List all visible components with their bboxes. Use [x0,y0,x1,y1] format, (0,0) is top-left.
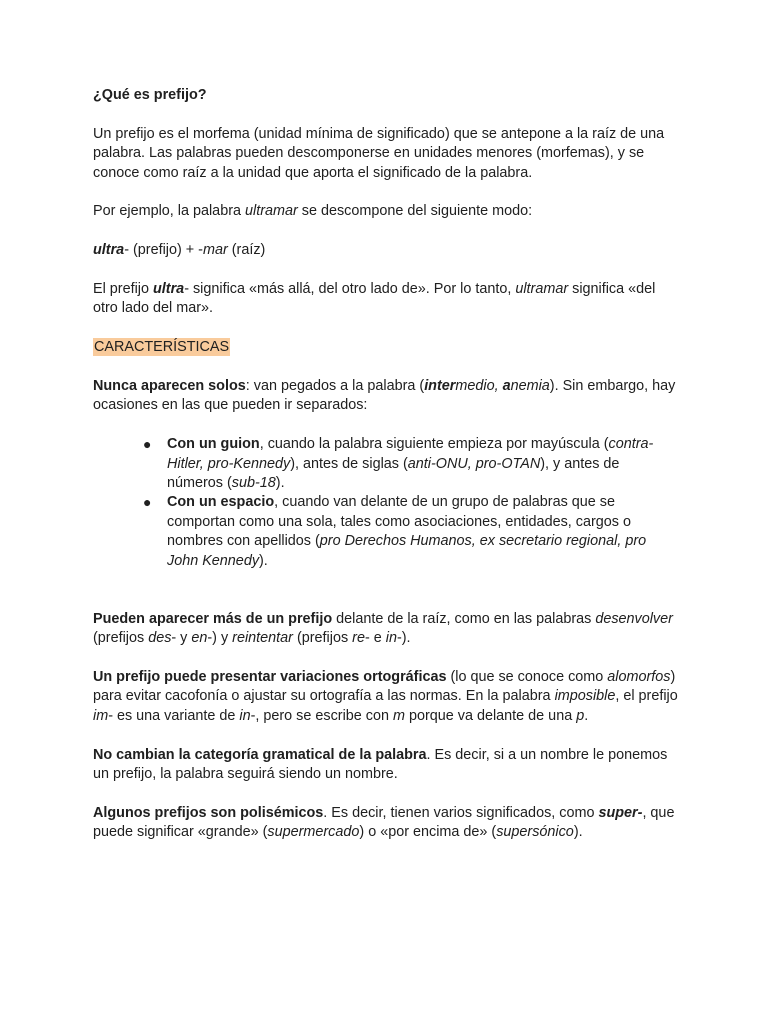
bold-lead: Nunca aparecen solos [93,378,246,394]
text-run: ) o «por encima de» ( [359,824,497,841]
text-run: ). [573,824,583,841]
meaning-paragraph [93,280,678,319]
example-text: imposible [554,688,616,705]
spacer [93,183,678,202]
bullet-list [93,435,678,571]
document-body [93,86,678,843]
text-run: , cuando van delante de un grupo de palabras que se comportan como una sola, tales como asociaciones, entidades, cargos o nombres con apellidos ( [167,494,631,550]
text-run: porque va delante de una [404,707,577,724]
example-text: anti-ONU, pro-OTAN [407,455,541,472]
text-run: , el prefijo [615,688,678,705]
example-text: re [352,630,365,647]
example-text: contra-Hitler, pro-Kennedy [167,436,654,472]
prefix-term: ultra [93,242,125,259]
example-text: alomorfos [607,669,671,686]
example-bold: a [502,378,511,394]
text-run: (prefijos [93,630,149,647]
text-run: ). [275,475,285,492]
variations-paragraph [93,668,678,726]
more-than-one-paragraph [93,610,678,649]
spacer [93,319,678,338]
list-item [93,435,678,493]
text-run: (lo que se conoce como [446,669,608,686]
example-text: im [93,707,109,724]
bold-lead: Con un guion [167,436,260,453]
spacer [93,416,678,435]
text-run: - (prefijo) + - [124,242,203,259]
example-text: pro Derechos Humanos, ex secretario regional, pro John Kennedy [167,533,647,569]
text-run: , cuando la palabra siguiente empieza por mayúscula ( [259,436,609,453]
example-text: en [191,630,208,647]
text-run: -) y [207,630,233,647]
text-run: ). Sin embargo, hay ocasiones en las que pueden ir separados: [93,378,676,414]
spacer [93,590,678,609]
spacer [93,726,678,745]
text-run: -). [396,630,411,647]
bullet-icon: ● [143,436,152,453]
example-bold: inter [424,378,456,394]
text-run: significa «del otro lado del mar». [93,281,656,317]
text-run: (raíz) [227,242,266,259]
text-run: - es una variante de [108,707,240,724]
bold-lead: Un prefijo puede presentar variaciones ortográficas [93,669,447,686]
text-run: , que puede significar «grande» ( [93,804,675,841]
example-text: reintentar [232,630,293,647]
example-text: des [148,630,172,647]
example-word: ultramar [245,203,298,220]
decomposition-line [93,241,678,260]
example-intro-paragraph [93,202,678,221]
example-text: in [239,707,251,724]
spacer [93,784,678,803]
text-run: : van pegados a la palabra ( [245,378,425,394]
text-run: (prefijos [292,630,353,647]
spacer [93,261,678,280]
text-run: - y [171,630,192,647]
text-run: El prefijo [93,281,153,297]
text-run: medio, [455,378,503,394]
root-term: mar [202,242,228,259]
never-alone-paragraph [93,377,678,416]
text-run: se descompone del siguiente modo: [297,203,533,220]
text-run: -, pero se escribe con [250,707,393,724]
text-run: ), antes de siglas ( [290,455,408,472]
polysemic-paragraph [93,804,678,843]
example-text: p [576,707,585,724]
text-run: delante de la raíz, como en las palabras [332,610,596,627]
document-title: ¿Qué es prefijo? [93,87,207,103]
bold-lead: No cambian la categoría gramatical de la palabra [93,746,427,763]
example-text: supermercado [267,824,360,841]
example-text: m [392,707,405,724]
spacer [93,105,678,124]
text-run: . [584,707,589,724]
text-run: nemia [510,378,550,394]
spacer [93,571,678,590]
spacer [93,222,678,241]
example-text: sub-18 [231,475,276,492]
bold-lead: Con un espacio [167,494,275,511]
intro-paragraph: Un prefijo es el morfema (unidad mínima de significado) que se antepone a la raíz de una palabra. Las palabras pueden descomponerse en unidades menores (morfemas), y se conoce como raíz a la unidad que aporta el significado de la palabra. [93,125,665,181]
list-item [93,493,678,571]
section-heading [93,338,678,357]
text-run: Por ejemplo, la palabra [93,203,245,220]
text-run: - significa «más allá, del otro lado de». Por lo tanto, [184,281,516,297]
text-run: ), y antes de números ( [167,455,620,492]
text-run: ) para evitar cacofonía o ajustar su ortografía a las normas. En la palabra [93,669,676,705]
no-change-paragraph [93,746,678,785]
example-text: in [385,630,397,647]
prefix-term: ultra [153,281,185,297]
example-text: desenvolver [595,610,673,627]
example-word: ultramar [515,281,569,297]
bold-lead: Algunos prefijos son polisémicos [93,804,324,821]
spacer [93,649,678,668]
text-run: - e [364,630,386,647]
example-text: supersónico [496,824,574,841]
text-run: . Es decir, tienen varios significados, como [323,804,599,821]
section-heading-text: CARACTERÍSTICAS [94,339,230,356]
text-run: ). [259,552,268,569]
bold-lead: Pueden aparecer más de un prefijo [93,610,333,627]
text-run: . Es decir, si a un nombre le ponemos un prefijo, la palabra seguirá siendo un nombre. [93,746,668,783]
spacer [93,358,678,377]
bullet-icon: ● [143,494,152,511]
prefix-term: super- [598,804,643,821]
